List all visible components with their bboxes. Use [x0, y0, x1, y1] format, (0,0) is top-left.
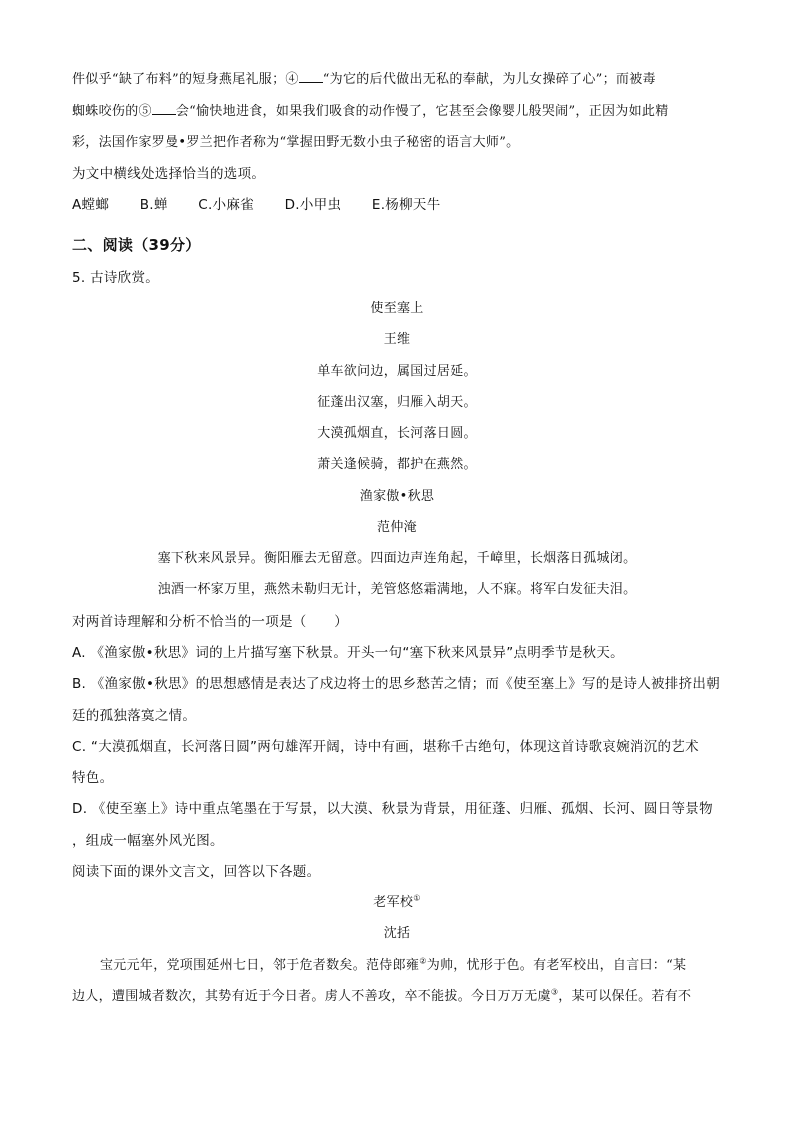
- classical-text: 为帅，忧形于色。有老军校出，自言曰：“某: [426, 958, 687, 973]
- classical-intro: 阅读下面的课外文言文，回答以下各题。: [72, 864, 321, 880]
- footnote-marker: ①: [413, 893, 421, 903]
- passage-line-1: [72, 68, 656, 87]
- poem-1-author: 王维: [383, 332, 411, 347]
- question-5-stem: 5. 古诗欣赏。: [72, 270, 160, 286]
- question-5-prompt: 对两首诗理解和分析不恰当的一项是（ ）: [72, 614, 348, 630]
- classical-text: 宝元元年，党项围延州七日，邻于危者数矣。范侍郎雍: [100, 958, 420, 973]
- option-a: A螳螂: [72, 197, 110, 213]
- classical-line-1: [100, 954, 686, 973]
- question-4-stem: 为文中横线处选择恰当的选项。: [72, 166, 266, 182]
- question-4-options: [72, 193, 467, 213]
- classical-title: [0, 891, 794, 910]
- poem-1-title: 使至塞上: [370, 301, 424, 316]
- option-a-text: A. 《渔家傲•秋思》词的上片描写塞下秋景。开头一句“塞下秋来风景异”点明季节是秋天。: [72, 645, 624, 661]
- classical-text: 边人，遭围城者数次，其势有近于今日者。虏人不善攻，卒不能拔。今日万万无虞: [72, 989, 551, 1004]
- option-b-text: B. 《渔家傲•秋思》的思想感情是表达了戍边将士的思乡愁苦之情；而《使至塞上》写的是诗人被排挤出朝: [72, 676, 721, 692]
- option-e: E.杨柳天牛: [371, 197, 441, 213]
- passage-line-3: 彩，法国作家罗曼•罗兰把作者称为“掌握田野无数小虫子秘密的语言大师”。: [72, 135, 520, 150]
- footnote-marker: ③: [550, 987, 559, 997]
- section-heading: 二、阅读（39分）: [72, 236, 201, 254]
- answer-blank-5[interactable]: [152, 102, 176, 115]
- poem-2-line: 塞下秋来风景异。衡阳雁去无留意。四面边声连角起，千嶂里，长烟落日孤城闭。: [157, 551, 637, 566]
- poem-1-line: 萧关逢候骑，都护在燕然。: [317, 457, 477, 472]
- passage-text: 件似乎“缺了布料”的短身燕尾礼服；④: [72, 72, 299, 87]
- passage-line-2: [72, 100, 669, 119]
- answer-blank-4[interactable]: [299, 70, 323, 83]
- passage-text: 蜘蛛咬伤的⑤: [72, 104, 152, 119]
- poem-2-title: 渔家傲•秋思: [359, 489, 435, 504]
- option-c-text: 特色。: [72, 770, 114, 786]
- option-d-text: ，组成一幅塞外风光图。: [72, 833, 224, 849]
- option-d: D.小甲虫: [284, 197, 342, 213]
- poem-1-line: 大漠孤烟直，长河落日圆。: [317, 426, 477, 441]
- passage-text: 会“愉快地进食，如果我们吸食的动作慢了，它甚至会像婴儿般哭闹”，正因为如此精: [175, 104, 669, 119]
- classical-author: 沈括: [383, 926, 411, 941]
- classical-text: ，某可以保任。若有不: [558, 989, 692, 1004]
- classical-line-2: [72, 985, 691, 1004]
- footnote-marker: ②: [419, 956, 427, 966]
- poem-1-line: 征蓬出汉塞，归雁入胡天。: [317, 395, 477, 410]
- poem-1-line: 单车欲问边，属国过居延。: [317, 364, 477, 379]
- option-b-text: 廷的孤独落寞之情。: [72, 708, 197, 724]
- passage-text: “为它的后代做出无私的奉献，为儿女操碎了心”；而被毒: [322, 72, 656, 87]
- option-b: B.蝉: [139, 197, 168, 213]
- option-d-text: D. 《使至塞上》诗中重点笔墨在于写景，以大漠、秋景为背景，用征蓬、归雁、孤烟、长河、圆日等景物: [72, 801, 713, 817]
- option-c-text: C. “大漠孤烟直，长河落日圆”两句雄浑开阔，诗中有画，堪称千古绝句，体现这首诗歌哀婉消沉的艺术: [72, 739, 699, 755]
- classical-title-text: 老军校: [373, 895, 414, 910]
- poem-2-author: 范仲淹: [377, 520, 417, 535]
- poem-2-line: 浊酒一杯家万里，燕然未勒归无计，羌管悠悠霜满地，人不寐。将军白发征夫泪。: [157, 582, 637, 597]
- option-c: C.小麻雀: [198, 197, 254, 213]
